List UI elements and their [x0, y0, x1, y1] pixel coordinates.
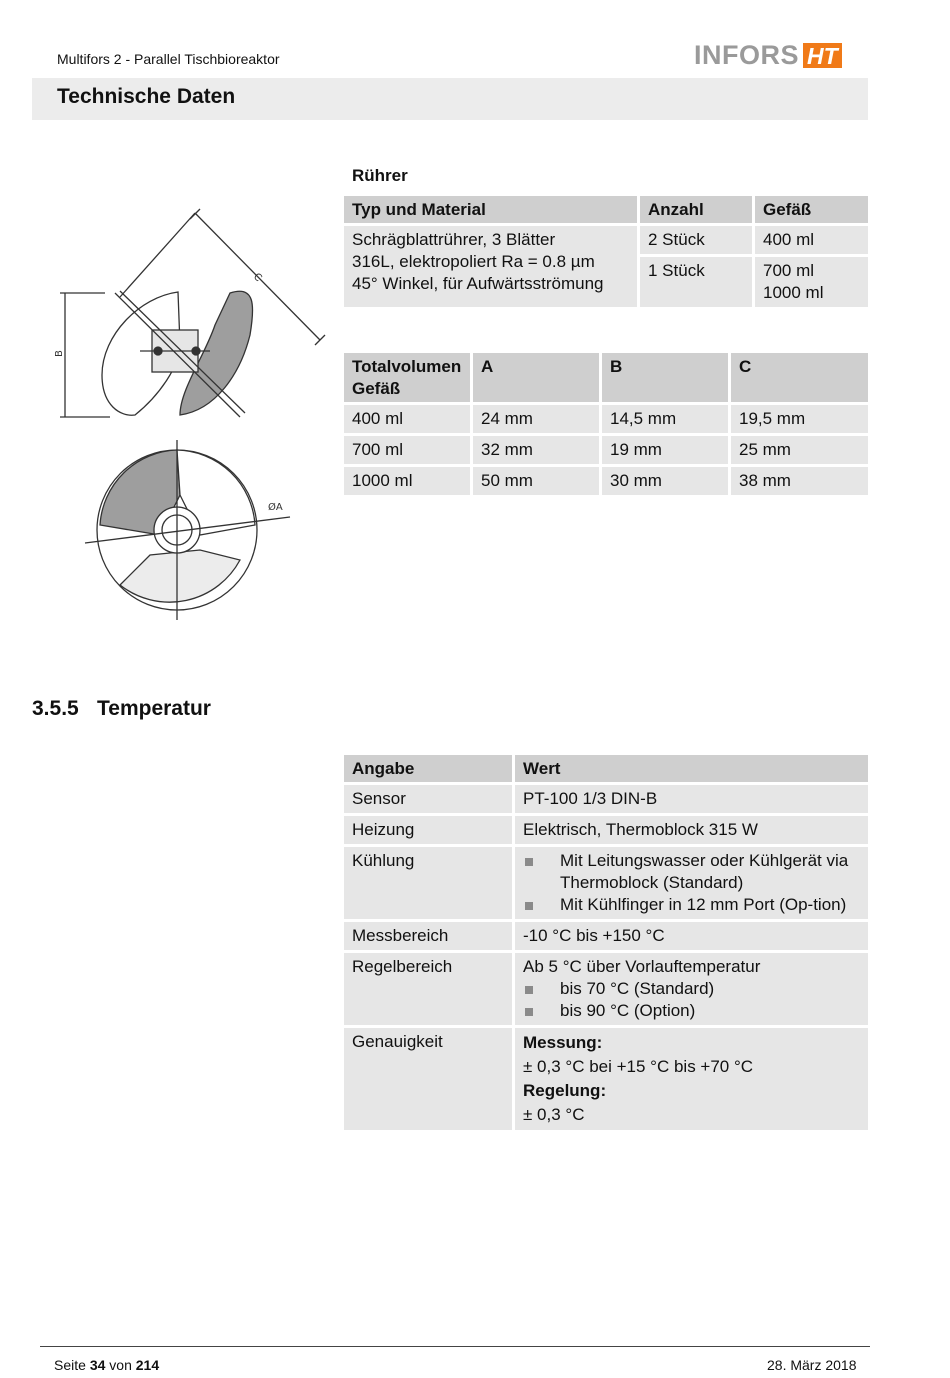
gefaess-line: 1000 ml — [763, 283, 824, 302]
impeller-side-view — [60, 209, 325, 417]
table-cell: 1000 ml — [344, 467, 470, 495]
col-header-volume-line: Totalvolumen — [352, 357, 462, 376]
footer-divider — [40, 1346, 870, 1347]
label-b: B — [54, 350, 65, 357]
table-row — [344, 226, 868, 254]
table-row — [344, 953, 868, 1025]
table-row — [344, 816, 868, 844]
row-value: Elektrisch, Thermoblock 315 W — [515, 816, 868, 844]
row-value — [515, 1028, 868, 1130]
type-cell — [344, 226, 637, 307]
footer-date: 28. März 2018 — [767, 1357, 857, 1373]
table-cell: 400 ml — [344, 405, 470, 433]
row-label: Kühlung — [344, 847, 512, 919]
temperature-table — [341, 752, 871, 1133]
table-row — [344, 847, 868, 919]
col-header-type: Typ und Material — [344, 196, 637, 223]
col-header-b: B — [602, 353, 728, 402]
document-title: Multifors 2 - Parallel Tischbioreaktor — [57, 51, 280, 67]
table-row — [344, 785, 868, 813]
table-row — [344, 405, 868, 433]
list-item: Mit Kühlfinger in 12 mm Port (Op-tion) — [523, 894, 860, 916]
row-label: Heizung — [344, 816, 512, 844]
col-header-wert: Wert — [515, 755, 868, 782]
table-cell: 24 mm — [473, 405, 599, 433]
table-cell: 32 mm — [473, 436, 599, 464]
table-cell: 50 mm — [473, 467, 599, 495]
list-item: Mit Leitungswasser oder Kühlgerät via Thermoblock (Standard) — [523, 850, 860, 894]
table-header-row — [344, 353, 868, 402]
regelung-value: ± 0,3 °C — [523, 1105, 585, 1124]
label-diameter-a: ØA — [268, 502, 283, 513]
dimensions-table — [341, 350, 871, 498]
list-item: bis 90 °C (Option) — [523, 1000, 860, 1022]
table-row — [344, 467, 868, 495]
table-cell: 30 mm — [602, 467, 728, 495]
messung-value: ± 0,3 °C bei +15 °C bis +70 °C — [523, 1057, 754, 1076]
col-header-volume — [344, 353, 470, 402]
impeller-drawing — [40, 205, 330, 625]
table-cell: 14,5 mm — [602, 405, 728, 433]
gefaess-cell: 400 ml — [755, 226, 868, 254]
section-number: 3.5.5 — [32, 697, 79, 720]
table-row — [344, 922, 868, 950]
section-title: Technische Daten — [57, 85, 236, 108]
page-mid: von — [109, 1357, 132, 1373]
messung-label: Messung: — [523, 1033, 603, 1052]
col-header-anzahl: Anzahl — [640, 196, 752, 223]
page-total: 214 — [135, 1357, 160, 1373]
table-cell: 25 mm — [731, 436, 868, 464]
section-header-bar — [32, 78, 868, 120]
page-current: 34 — [89, 1357, 106, 1373]
page-number — [54, 1357, 159, 1373]
table-row — [344, 436, 868, 464]
regelbereich-intro: Ab 5 °C über Vorlauftemperatur — [523, 957, 761, 976]
section-heading: Temperatur — [97, 697, 211, 720]
row-label: Sensor — [344, 785, 512, 813]
col-header-angabe: Angabe — [344, 755, 512, 782]
ruehrer-table — [341, 193, 871, 310]
bullet-list — [523, 978, 860, 1022]
row-label: Messbereich — [344, 922, 512, 950]
table-header-row — [344, 196, 868, 223]
table-cell: 38 mm — [731, 467, 868, 495]
logo-badge: HT — [803, 43, 842, 68]
row-label: Regelbereich — [344, 953, 512, 1025]
anzahl-cell: 1 Stück — [640, 257, 752, 307]
table-cell: 700 ml — [344, 436, 470, 464]
gefaess-cell — [755, 257, 868, 307]
table-cell: 19,5 mm — [731, 405, 868, 433]
row-value — [515, 953, 868, 1025]
page-prefix: Seite — [54, 1357, 86, 1373]
type-line: 45° Winkel, für Aufwärtsströmung — [352, 274, 604, 293]
list-item: bis 70 °C (Standard) — [523, 978, 860, 1000]
type-line: Schrägblattrührer, 3 Blätter — [352, 230, 556, 249]
table-header-row — [344, 755, 868, 782]
regelung-label: Regelung: — [523, 1081, 607, 1100]
impeller-top-view — [85, 440, 290, 620]
gefaess-line: 700 ml — [763, 261, 815, 280]
row-value: -10 °C bis +150 °C — [515, 922, 868, 950]
anzahl-cell: 2 Stück — [640, 226, 752, 254]
row-value — [515, 847, 868, 919]
col-header-gefaess: Gefäß — [755, 196, 868, 223]
col-header-a: A — [473, 353, 599, 402]
ruehrer-label: Rührer — [352, 166, 408, 185]
col-header-c: C — [731, 353, 868, 402]
logo-text: INFORS — [694, 39, 800, 70]
table-row — [344, 1028, 868, 1130]
infors-ht-logo — [694, 40, 842, 70]
label-c: C — [250, 271, 264, 285]
row-value: PT-100 1/3 DIN-B — [515, 785, 868, 813]
col-header-volume-line: Gefäß — [352, 379, 401, 398]
bullet-list — [523, 850, 860, 916]
table-cell: 19 mm — [602, 436, 728, 464]
type-line: 316L, elektropoliert Ra = 0.8 µm — [352, 252, 595, 271]
row-label: Genauigkeit — [344, 1028, 512, 1130]
